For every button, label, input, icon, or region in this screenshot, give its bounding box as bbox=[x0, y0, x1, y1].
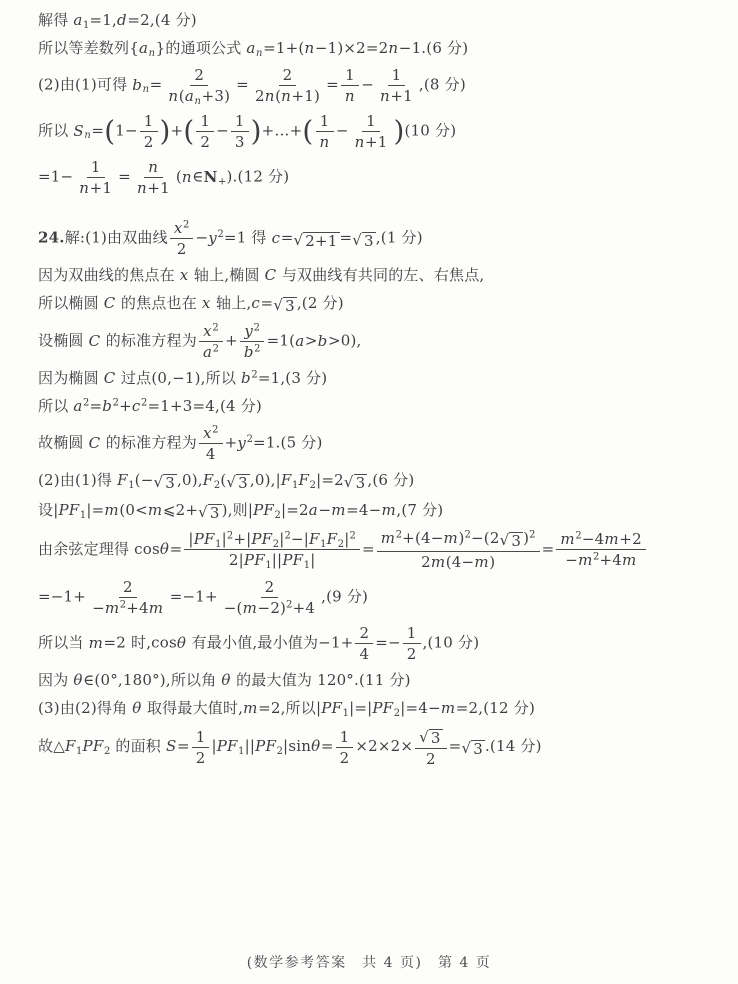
solution-line: =−1+ $\frac{2}{-m^2+4m}$ =−1+ $\frac{2}{-(m-2)^2+4}$ ,(9 分) bbox=[38, 578, 369, 617]
solution-line: 故$\triangle F_1PF_2$ 的面积 S= $\frac{1}{2}$ $|PF_1||PF_2|\sin\theta=$ $\frac{1}{2}$ ×2×2× √ 3 2 = √ 3 .(14 分) bbox=[38, 727, 542, 769]
page-footer bbox=[0, 952, 738, 972]
footer-text: (数学参考答案 共 4 页) 第 4 页 bbox=[246, 955, 492, 971]
solution-line: 由余弦定理得 cosθ= $\frac{|PF_1|^2+|PF_2|^2-|F_1F_2|^2}{2|PF_1||PF_1|}$ = $m^2+(4-m)^2-(2$ √ 3 )$^2$ 2m(4−m) = $\frac{m^2-4m+2}{-m^2+4m}$ bbox=[38, 529, 712, 571]
solution-line: (2)由(1)可得 $b_n=$ $\frac{2}{n(a_n+3)}$ = $\frac{2}{2n(n+1)}$ = $\frac{1}{n}$ − $\frac{1}{n+1}$ ,(8 分) bbox=[38, 66, 466, 107]
solution-line: 因为双曲线的焦点在 x 轴上,椭圆 C 与双曲线有共同的左、右焦点, bbox=[38, 266, 485, 284]
solution-line: 所以等差数列$\{a_n\}$的通项公式 $a_n=1+(n-1)\times 2=2n-1.(6$ 分) bbox=[38, 39, 469, 59]
solution-content bbox=[38, 10, 712, 768]
solution-line: 24.解:(1)由双曲线 $\frac{x^2}{2}$ $-y^2=1$ 得 c= √ 2+1 = √ 3 ,(1 分) bbox=[38, 219, 423, 258]
solution-line: =1− $\frac{1}{n+1}$ = $\frac{n}{n+1}$ $(n\in N_+).(12$ 分) bbox=[38, 158, 290, 197]
solution-line: 设椭圆 C 的标准方程为 $\frac{x^2}{a^2}$ + $\frac{y^2}{b^2}$ =1(a>b>0), bbox=[38, 322, 362, 362]
solution-line: 所以 $a^2=b^2+c^2=1+3=4,(4$ 分) bbox=[38, 397, 262, 416]
solution-line: 所以当 m=2 时,cosθ 有最小值,最小值为−1+ $\frac{2}{4}$ =− $\frac{1}{2}$ ,(10 分) bbox=[38, 624, 480, 663]
solution-line: 故椭圆 C 的标准方程为 $\frac{x^2}{4}$ $+y^2=1.(5$ 分) bbox=[38, 424, 323, 464]
solution-line: 所以椭圆 C 的焦点也在 x 轴上,c= √ 3 ,(2 分) bbox=[38, 294, 344, 315]
solution-line: 所以 $S_n=(1-$ $\frac{1}{2}$ )+( $\frac{1}{2}$ − $\frac{1}{3}$ )+…+( $\frac{1}{n}$ − $\frac{1}{n+1}$ )(10 分) bbox=[38, 112, 457, 151]
solution-line: 因为 θ∈(0°,180°),所以角 θ 的最大值为 120°.(11 分) bbox=[38, 671, 411, 689]
solution-line: 因为椭圆 C 过点(0,−1),所以 $b^2=1,(3$ 分) bbox=[38, 369, 328, 388]
solution-line: 设$|PF_1|=m(0<m⩽2+$ √ 3 ),则$|PF_2|=2a-m=4-m,(7$ 分) bbox=[38, 500, 444, 522]
solution-line: 解得 $a_1=1,d=2,(4$ 分) bbox=[38, 11, 197, 31]
solution-line: (2)由(1)得 $F_1(-$ √ 3 $,0),F_2$( √ 3 $,0),|F_1F_2|=2$ √ 3 ,(6 分) bbox=[38, 471, 415, 493]
solution-line: (3)由(2)得角 θ 取得最大值时,m=2,所以$|PF_1|=|PF_2|=4-m=2,(12$ 分) bbox=[38, 699, 536, 719]
